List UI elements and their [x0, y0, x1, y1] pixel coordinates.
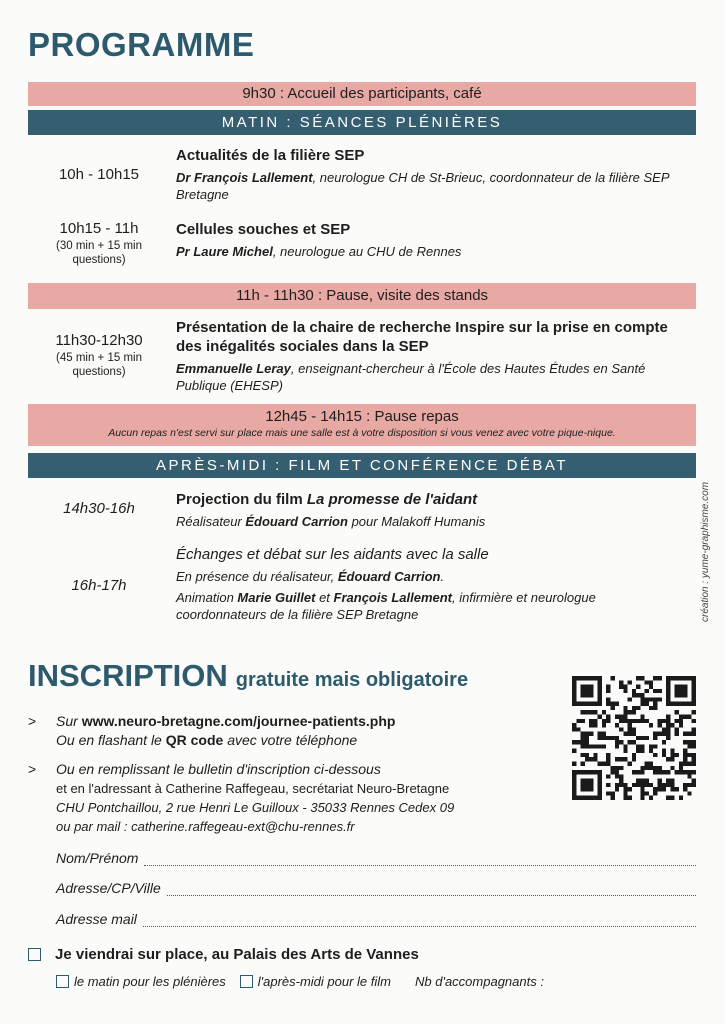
lunch-time: 12h45 - 14h15 : Pause repas — [265, 408, 459, 425]
attendance-options — [56, 974, 558, 989]
name-input-line[interactable] — [144, 854, 696, 866]
address-label: Adresse/CP/Ville — [56, 880, 161, 896]
time-text: 11h30-12h30 — [55, 332, 143, 349]
session-speaker — [176, 243, 676, 260]
name-label: Nom/Prénom — [56, 850, 139, 866]
time-note: (45 min + 15 min questions) — [56, 352, 142, 378]
form-line-3: CHU Pontchaillou, 2 rue Henri Le Guilloux - 35033 Rennes Cedex 09 — [56, 800, 455, 815]
session-content — [176, 146, 676, 203]
speaker-role: , neurologue CH de St-Brieuc, coordonnateur de la filière SEP Bretagne — [176, 170, 670, 202]
inscription-subtitle: gratuite mais obligatoire — [235, 669, 469, 691]
arrow-icon: > — [28, 713, 37, 729]
session-time — [28, 166, 170, 183]
session-content — [176, 220, 676, 260]
debate-animation — [176, 589, 676, 623]
debate-content — [176, 545, 676, 623]
session-speaker — [176, 169, 676, 203]
time-text: 10h15 - 11h — [59, 220, 139, 237]
address-field[interactable] — [56, 880, 696, 896]
lunch-note: Aucun repas n'est servi sur place mais une salle est à votre disposition si vous venez avec votre pique-nique. — [108, 427, 616, 439]
presence-name: Édouard Carrion — [337, 569, 441, 584]
page-title: PROGRAMME — [28, 26, 255, 63]
speaker-role: , enseignant-chercheur à l'École des Hautes Études en Santé Publique (EHESP) — [176, 361, 646, 393]
speaker-name: Pr Laure Michel — [176, 244, 273, 259]
session-time — [28, 332, 170, 379]
inscription-heading: INSCRIPTION — [28, 658, 228, 693]
debate-title: Échanges et débat sur les aidants avec la salle — [176, 546, 489, 563]
afternoon-checkbox[interactable] — [240, 975, 253, 988]
qr-prefix: Ou en flashant le — [56, 732, 166, 748]
welcome-band — [28, 82, 696, 106]
companions-label: Nb d'accompagnants : — [415, 974, 544, 989]
inscription-title — [28, 658, 468, 694]
lunch-band — [28, 404, 696, 446]
session-title: Cellules souches et SEP — [176, 221, 351, 238]
address-input-line[interactable] — [167, 884, 696, 896]
time-text: 14h30-16h — [63, 500, 135, 517]
time-text: 10h - 10h15 — [58, 166, 140, 183]
time-note: (30 min + 15 min questions) — [56, 240, 142, 266]
speaker-role: , neurologue au CHU de Rennes — [272, 244, 462, 259]
qr-word: QR code — [165, 732, 224, 748]
morning-option[interactable] — [56, 974, 226, 989]
form-line-4: ou par mail : catherine.raffegeau-ext@chu-rennes.fr — [56, 819, 355, 834]
onsite-option[interactable] — [28, 946, 419, 963]
welcome-text: 9h30 : Accueil des participants, café — [242, 85, 482, 102]
name-field[interactable] — [56, 850, 696, 866]
film-title-prefix: Projection du film — [176, 491, 307, 508]
web-bullet — [28, 712, 568, 750]
time-text: 16h-17h — [71, 577, 127, 594]
form-line-1: Ou en remplissant le bulletin d'inscription ci-dessous — [56, 761, 381, 777]
onsite-label: Je viendrai sur place, au Palais des Arts de Vannes — [55, 946, 419, 963]
anim-and: et — [315, 590, 334, 605]
email-label: Adresse mail — [56, 911, 137, 927]
director-prefix: Réalisateur — [176, 514, 246, 529]
film-time — [28, 500, 170, 517]
speaker-name: Dr François Lallement — [176, 170, 313, 185]
anim-name-2: François Lallement — [333, 590, 453, 605]
qr-line — [56, 731, 568, 750]
anim-name-1: Marie Guillet — [237, 590, 316, 605]
film-name: La promesse de l'aidant — [306, 491, 478, 508]
anim-prefix: Animation — [176, 590, 238, 605]
onsite-checkbox[interactable] — [28, 948, 41, 961]
web-prefix: Sur — [56, 713, 82, 729]
pause-text: 11h - 11h30 : Pause, visite des stands — [235, 287, 489, 304]
session-content — [176, 318, 676, 394]
session-title: Présentation de la chaire de recherche Inspire sur la prise en compte des inégalités sociales dans la SEP — [176, 319, 668, 355]
director-name: Édouard Carrion — [245, 514, 348, 529]
afternoon-label: l'après-midi pour le film — [257, 974, 391, 989]
morning-label: le matin pour les plénières — [74, 974, 226, 989]
film-director — [176, 513, 676, 530]
presence-suffix: . — [440, 569, 445, 584]
session-time — [28, 220, 170, 267]
speaker-name: Emmanuelle Leray — [176, 361, 291, 376]
design-credit: création : yume-graphisme.com — [700, 481, 711, 622]
morning-checkbox[interactable] — [56, 975, 69, 988]
director-suffix: pour Malakoff Humanis — [347, 514, 486, 529]
web-url-link[interactable]: www.neuro-bretagne.com/journee-patients.php — [81, 713, 396, 729]
debate-presence — [176, 568, 676, 585]
email-input-line[interactable] — [143, 915, 696, 927]
afternoon-option[interactable] — [240, 974, 391, 989]
companions-option[interactable] — [415, 974, 544, 989]
anim-suffix: , infirmière et neurologue coordonnateurs de la filière SEP Bretagne — [176, 590, 596, 622]
afternoon-header: APRÈS-MIDI : FILM ET CONFÉRENCE DÉBAT — [28, 453, 696, 478]
film-content — [176, 490, 676, 530]
qr-suffix: avec votre téléphone — [223, 732, 358, 748]
web-line — [56, 712, 568, 731]
film-title — [176, 490, 676, 509]
arrow-icon: > — [28, 761, 37, 777]
session-title: Actualités de la filière SEP — [176, 147, 365, 164]
form-bullet — [28, 760, 568, 836]
presence-prefix: En présence du réalisateur, — [176, 569, 338, 584]
morning-header: MATIN : SÉANCES PLÉNIÈRES — [28, 110, 696, 135]
form-line-2: et en l'adressant à Catherine Raffegeau, secrétariat Neuro-Bretagne — [56, 781, 450, 796]
qr-code-icon[interactable] — [572, 676, 696, 800]
debate-time — [28, 577, 170, 594]
pause-band — [28, 283, 696, 309]
session-speaker — [176, 360, 676, 394]
email-field[interactable] — [56, 911, 696, 927]
